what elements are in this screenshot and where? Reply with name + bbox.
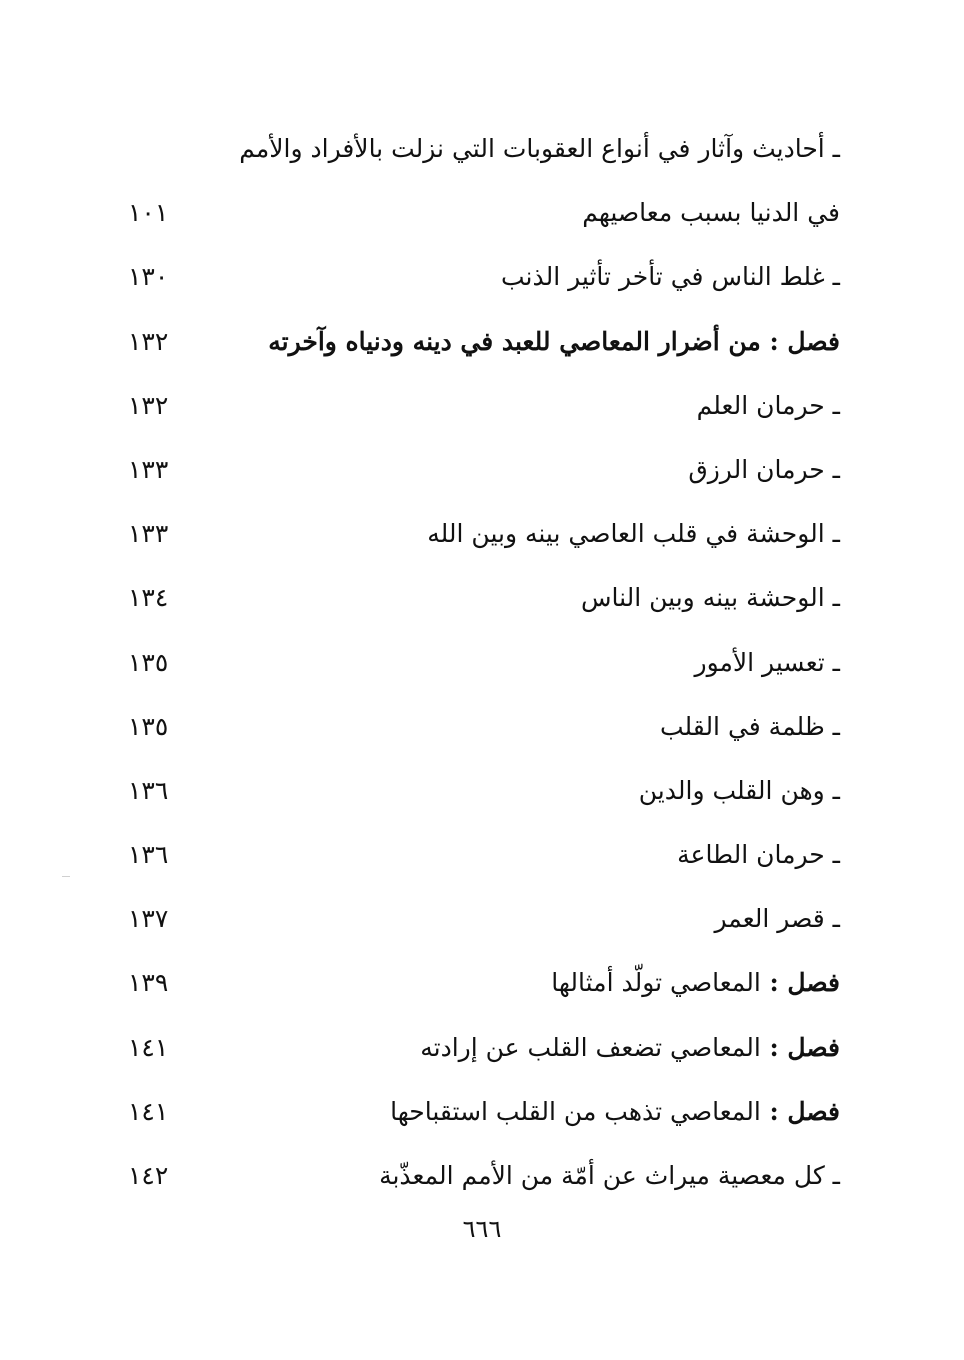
toc-entry [110,377,840,441]
toc-entry-heading-prefix: فصل : [760,1096,840,1126]
toc-entry-title: ـ قصر العمر [714,904,840,934]
toc-entry-text [581,581,840,615]
toc-entry-title: ـ غلط الناس في تأخر تأثير الذنب [500,262,840,292]
toc-entry-text [688,453,840,487]
toc-entry-text [551,966,840,1000]
toc-entry [110,954,840,1018]
scan-speck [62,876,70,877]
toc-entry-text [695,646,840,680]
toc-entry-page-number: ١٣٢ [128,326,169,356]
toc-entry [110,762,840,826]
toc-entry-page-number: ١٣٥ [128,711,169,741]
toc-entry [110,248,840,312]
toc-entry-page-number: ١٣٠ [128,262,169,292]
toc-entry-title: ـ ظلمة في القلب [659,711,840,741]
toc-entry [110,441,840,505]
toc-entry-title: ـ حرمان الطاعة [677,840,840,870]
toc-entry-title: ـ الوحشة في قلب العاصي بينه وبين الله [427,519,840,549]
toc-entry-title: ـ وهن القلب والدين [638,775,840,805]
toc-entry-text [660,710,840,744]
toc-entry-text [268,325,840,359]
toc-entry-page-number: ١٣٣ [128,454,169,484]
toc-entry-text [379,1159,840,1193]
toc-entry-title: ـ حرمان الرزق [688,454,840,484]
toc-entry-heading-prefix: فصل : [760,1032,840,1062]
toc-entry [110,313,840,377]
toc-entry-title: ـ أحاديث وآثار في أنواع العقوبات التي نزلت بالأفراد والأمم [239,134,840,163]
toc-entry-page-number: ١٣٧ [128,904,169,934]
toc-entry-page-number: ١٤٢ [128,1161,169,1190]
toc-entry [110,890,840,954]
toc-entry-page-number: ١٣٥ [128,647,169,677]
toc-entry-title: المعاصي تذهب من القلب استقباحها [390,1096,761,1126]
toc-entry-page-number: ١٤١ [128,1096,169,1126]
toc-entry-text [582,196,840,230]
toc-entry-page-number: ١٠١ [128,198,169,228]
toc-entry-page-number: ١٣٦ [128,840,169,870]
toc-entry-text [427,517,840,551]
toc-entry-page-number: ١٤١ [128,1032,169,1062]
toc-entry [110,1083,840,1147]
toc-entry-title: في الدنيا بسبب معاصيهم [582,198,840,228]
toc-entry-page-number: ١٣٤ [128,583,169,613]
toc-entry-title: ـ حرمان العلم [696,390,840,420]
toc-entry-text [697,389,840,423]
toc-entry-text [239,132,840,166]
table-of-contents [110,120,840,1211]
page-number-footer: ٦٦٦ [462,1215,502,1243]
toc-entry-heading-prefix: فصل : [760,326,840,356]
toc-entry-title: المعاصي تضعف القلب عن إرادته [420,1032,761,1062]
toc-entry-page-number: ١٣٦ [128,775,169,805]
toc-entry [110,1019,840,1083]
toc-entry [110,698,840,762]
toc-entry-text [390,1095,840,1129]
toc-entry-page-number: ١٣٣ [128,519,169,549]
toc-entry-text [677,838,840,872]
toc-entry [110,505,840,569]
toc-entry [110,634,840,698]
toc-entry-text [714,902,840,936]
toc-entry [110,569,840,633]
toc-entry-heading-prefix: فصل : [760,968,840,998]
toc-entry [110,826,840,890]
toc-entry [110,1147,840,1211]
toc-entry-page-number: ١٣٩ [128,968,169,998]
toc-entry [110,184,840,248]
toc-entry-title: المعاصي تولّد أمثالها [551,968,761,998]
toc-entry-text [420,1031,840,1065]
toc-entry-title: ـ كل معصية ميراث عن أمّة من الأمم المعذّبة [379,1161,840,1190]
toc-entry-title: ـ الوحشة بينه وبين الناس [580,583,840,613]
toc-entry-title: من أضرار المعاصي للعبد في دينه ودنياه وآخرته [268,326,761,356]
toc-entry-page-number: ١٣٢ [128,390,169,420]
toc-entry-title: ـ تعسير الأمور [694,647,840,677]
toc-entry [110,120,840,184]
toc-entry-text [639,774,840,808]
toc-entry-text [501,260,840,294]
